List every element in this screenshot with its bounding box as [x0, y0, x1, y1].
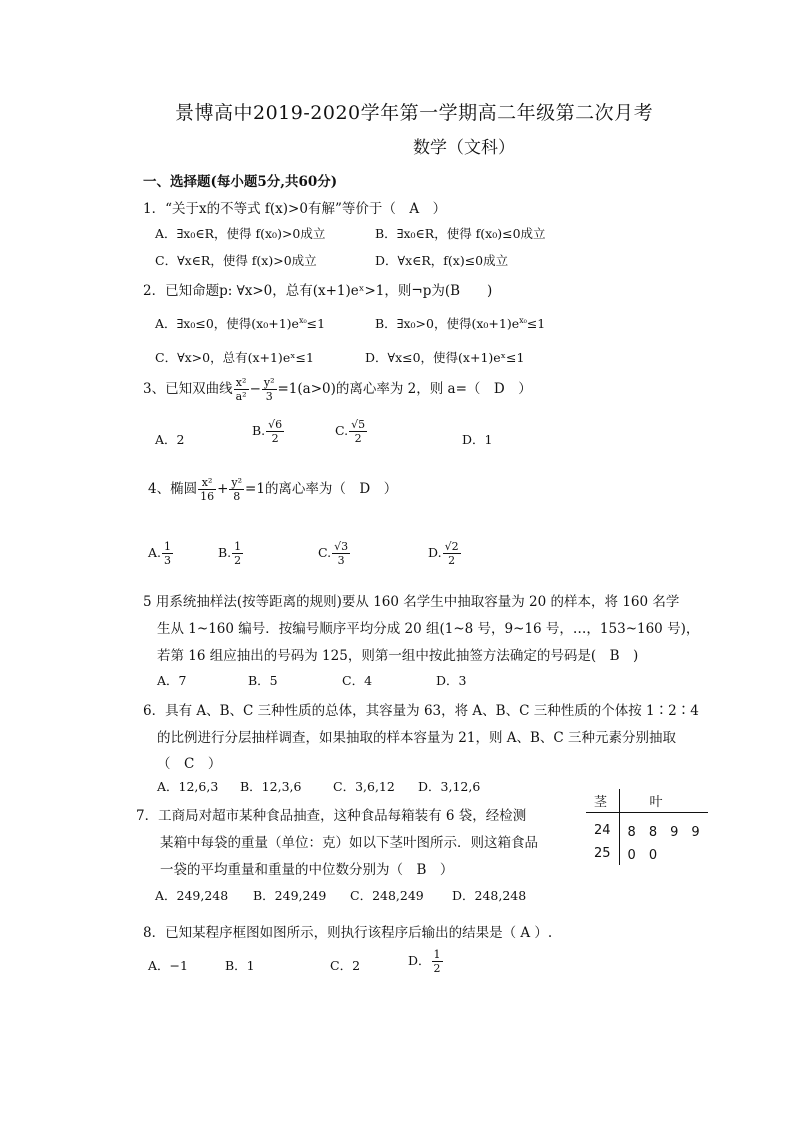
question-7-option-a: A．249,248 — [155, 888, 229, 903]
question-4-option-a: A. $\frac{1}{3}$ — [148, 540, 172, 567]
question-4-option-b: B. $\frac{1}{2}$ — [218, 540, 242, 567]
question-5-line-2: 生从 1~160 编号．按编号顺序平均分成 20 组(1~8 号，9~16 号，…，153~160 号)， — [157, 621, 700, 637]
fraction: $\frac{\text{y²}}{3}$ — [263, 376, 275, 403]
question-7-line-3: 一袋的平均重量和重量的中位数分别为（ B ） — [160, 862, 454, 878]
question-6-line-1: 6．具有 A、B、C 三种性质的总体，其容量为 63，将 A、B、C 三种性质的个体按 1∶2∶4 — [143, 703, 699, 719]
question-7-option-c: C．248,249 — [350, 888, 424, 903]
leaf-values: 0 0 — [627, 848, 658, 863]
question-5-option-b: B．5 — [248, 673, 278, 688]
question-6-line-3: （ C ） — [157, 756, 222, 772]
question-2-option-d: D．∀x≤0，使得(x+1)eˣ≤1 — [365, 350, 525, 365]
question-1-option-a: A．∃x₀∈R，使得 f(x₀)>0成立 — [155, 226, 326, 241]
question-2-option-a: A．∃x₀≤0，使得$(x_0+1)e^{x_0}\le 1$ — [155, 315, 326, 331]
question-8-option-d: D． $\frac{1}{2}$ — [408, 948, 441, 975]
question-3-stem: 3、已知双曲线 $\frac{\text{x²}}{\text{a²}}$ − $\frac{\text{y²}}{3}$ =1(a>0)的离心率为 2，则 a=（ D ） — [143, 376, 532, 403]
question-6-option-a: A．12,6,3 — [157, 779, 219, 794]
question-2-option-c: C．∀x>0，总有(x+1)eˣ≤1 — [155, 350, 314, 365]
question-7-line-1: 7．工商局对超市某种食品抽查，这种食品每箱装有 6 袋，经检测 — [136, 808, 527, 824]
question-5-line-3: 若第 16 组应抽出的号码为 125，则第一组中按此抽签方法确定的号码是( B ) — [157, 648, 639, 664]
question-3-option-c: C. $\frac{√5}{2}$ — [335, 418, 366, 445]
question-2-stem: 2．已知命题p: ∀x>0，总有(x+1)eˣ>1，则¬p为(B ) — [143, 283, 493, 299]
question-5-option-a: A．7 — [157, 673, 187, 688]
question-6-option-d: D．3,12,6 — [418, 779, 481, 794]
exam-title: 景博高中2019-2020学年第一学期高二年级第二次月考 — [175, 102, 654, 124]
question-1-option-d: D．∀x∈R，f(x)≤0成立 — [375, 253, 509, 268]
question-2-option-b: B．∃x₀>0，使得$(x_0+1)e^{x_0}\le 1$ — [375, 315, 546, 331]
question-5-option-c: C．4 — [342, 673, 373, 688]
question-8-option-c: C．2 — [330, 958, 361, 973]
question-7-option-d: D．248,248 — [452, 888, 527, 903]
question-8-stem: 8．已知某程序框图如图所示，则执行该程序后输出的结果是（ A ）. — [143, 925, 553, 941]
question-3-option-a: A．2 — [155, 432, 185, 447]
leaf-values: 8 8 9 9 — [627, 825, 700, 840]
question-6-option-b: B．12,3,6 — [240, 779, 302, 794]
question-1-stem: 1．“关于x的不等式 f(x)>0有解”等价于（ A ） — [143, 201, 447, 217]
question-4-option-c: C. $\frac{√3}{3}$ — [318, 540, 349, 567]
stem-value: 24 — [586, 813, 619, 843]
question-7-line-2: 某箱中每袋的重量（单位：克）如以下茎叶图所示．则这箱食品 — [160, 835, 538, 851]
question-4-option-d: D. $\frac{√2}{2}$ — [428, 540, 459, 567]
stem-leaf-plot — [586, 789, 708, 865]
question-1-option-c: C．∀x∈R，使得 f(x)>0成立 — [155, 253, 317, 268]
question-4-stem: 4、椭圆 $\frac{\text{x²}}{16}$ + $\frac{\text{y²}}{8}$ =1的离心率为（ D ） — [148, 476, 398, 503]
question-5-option-d: D．3 — [436, 673, 467, 688]
fraction: $\frac{\text{x²}}{\text{a²}}$ — [235, 376, 247, 403]
stem-header: 茎 — [586, 789, 619, 813]
question-7-option-b: B．249,249 — [253, 888, 327, 903]
stem-value: 25 — [586, 842, 619, 865]
question-8-option-b: B．1 — [225, 958, 255, 973]
question-6-option-c: C．3,6,12 — [333, 779, 395, 794]
question-5-line-1: 5 用系统抽样法(按等距离的规则)要从 160 名学生中抽取容量为 20 的样本，将 160 名学 — [143, 594, 680, 610]
leaf-header: 叶 — [649, 795, 663, 810]
question-8-option-a: A．−1 — [148, 958, 188, 973]
question-3-option-b: B. $\frac{√6}{2}$ — [252, 418, 283, 445]
exam-subtitle: 数学（文科） — [413, 138, 515, 158]
question-6-line-2: 的比例进行分层抽样调查，如果抽取的样本容量为 21，则 A、B、C 三种元素分别抽取 — [157, 730, 677, 746]
section-heading: 一、选择题(每小题5分,共60分) — [143, 174, 338, 190]
question-3-option-d: D．1 — [462, 432, 493, 447]
question-1-option-b: B．∃x₀∈R，使得 f(x₀)≤0成立 — [375, 226, 546, 241]
